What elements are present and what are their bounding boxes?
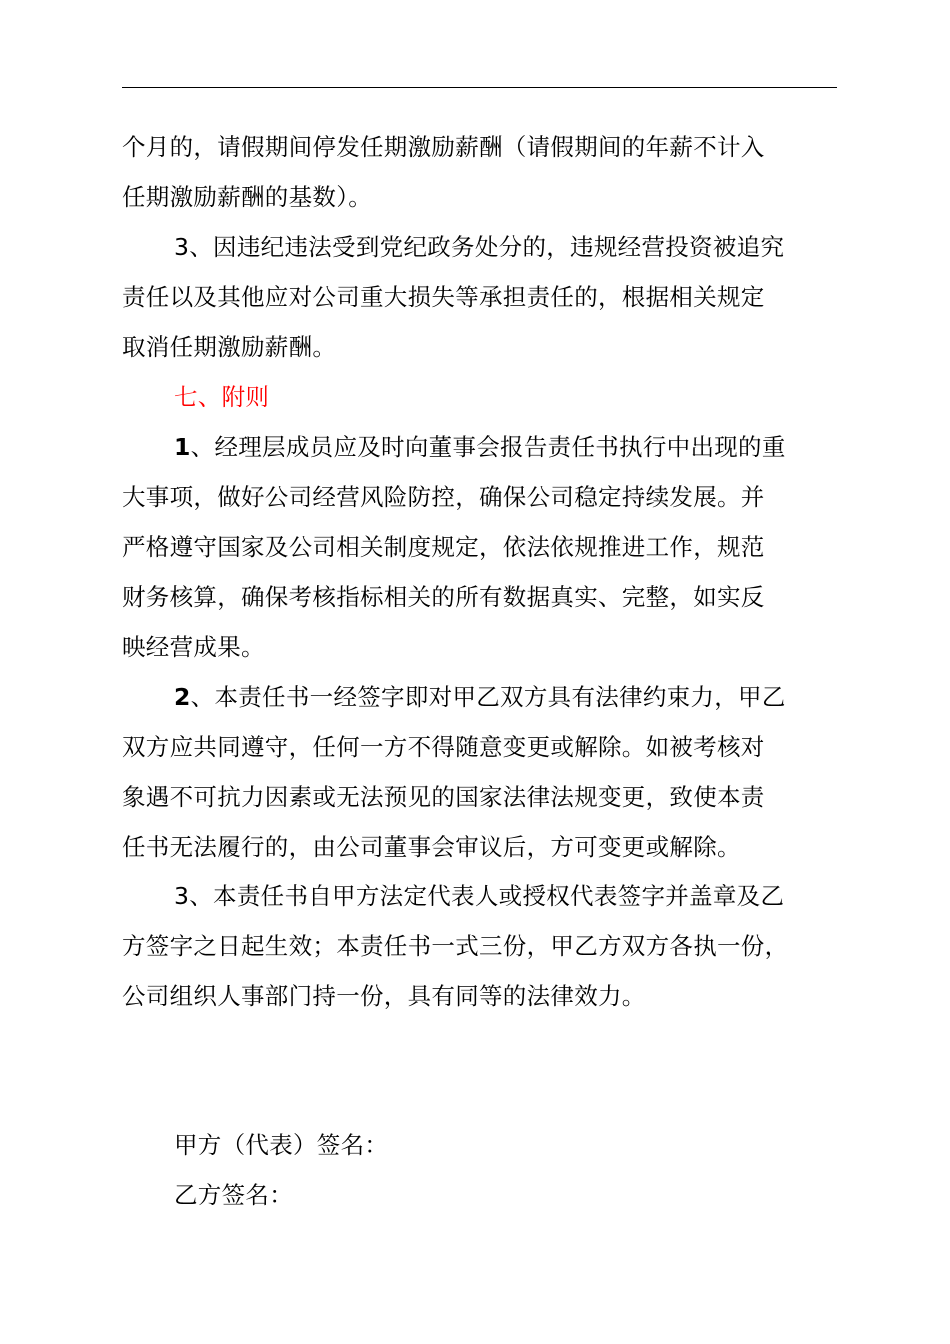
clause-text: 、本责任书一经签字即对甲乙双方具有法律约束力，甲乙 [190, 683, 786, 711]
paragraph-line: 严格遵守国家及公司相关制度规定，依法依规推进工作，规范 [122, 533, 765, 561]
paragraph-line: 象遇不可抗力因素或无法预见的国家法律法规变更，致使本责 [122, 783, 765, 811]
paragraph-line: 个月的，请假期间停发任期激励薪酬（请假期间的年薪不计入 [122, 133, 765, 161]
paragraph-line: 任书无法履行的，由公司董事会审议后，方可变更或解除。 [122, 833, 741, 861]
paragraph-line: 双方应共同遵守，任何一方不得随意变更或解除。如被考核对 [122, 733, 765, 761]
paragraph-line: 公司组织人事部门持一份，具有同等的法律效力。 [122, 982, 646, 1010]
paragraph-line: 映经营成果。 [122, 633, 265, 661]
party-b-signature-label: 乙方签名： [174, 1181, 293, 1209]
paragraph-line: 方签字之日起生效；本责任书一式三份，甲乙方双方各执一份， [122, 932, 789, 960]
clause-2-line [174, 681, 786, 713]
party-a-signature-label: 甲方（代表）签名： [174, 1131, 389, 1159]
section-heading: 七、附则 [174, 383, 270, 411]
clause-text: 、经理层成员应及时向董事会报告责任书执行中出现的重 [190, 433, 786, 461]
paragraph-line: 财务核算，确保考核指标相关的所有数据真实、完整，如实反 [122, 583, 765, 611]
clause-3-line: 3、本责任书自甲方法定代表人或授权代表签字并盖章及乙 [174, 882, 785, 910]
clause-1-line [174, 431, 786, 463]
paragraph-line: 任期激励薪酬的基数）。 [122, 183, 373, 211]
paragraph-line: 取消任期激励薪酬。 [122, 333, 337, 361]
header-rule [122, 87, 837, 88]
paragraph-line: 责任以及其他应对公司重大损失等承担责任的，根据相关规定 [122, 283, 765, 311]
paragraph-line: 大事项，做好公司经营风险防控，确保公司稳定持续发展。并 [122, 483, 765, 511]
clause-number: 1 [174, 433, 191, 461]
clause-number: 2 [174, 683, 191, 711]
clause-3-line: 3、因违纪违法受到党纪政务处分的，违规经营投资被追究 [174, 233, 785, 261]
